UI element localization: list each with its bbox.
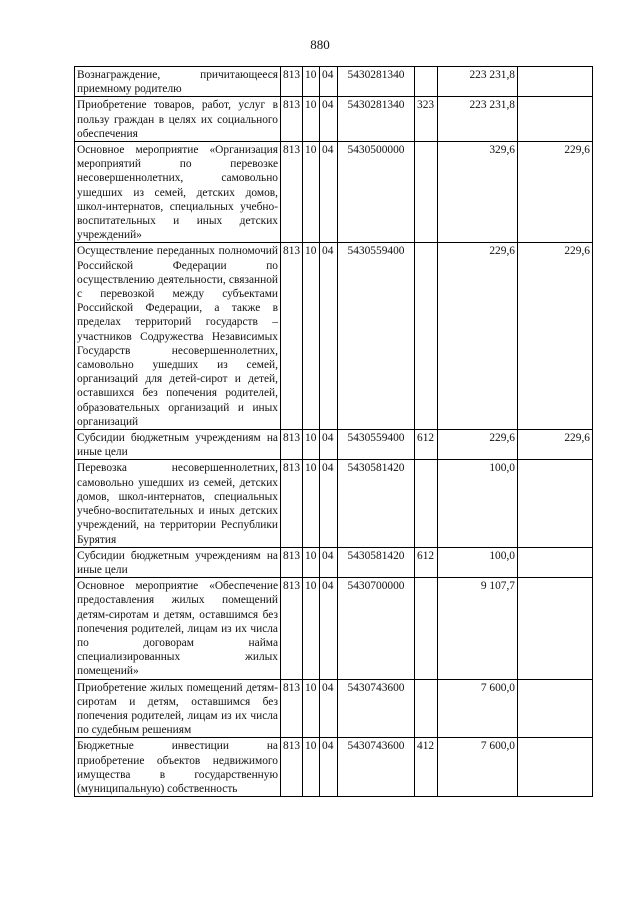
row-subsection: 04 (320, 142, 338, 243)
row-sum-2 (518, 547, 593, 577)
row-sum-2 (518, 578, 593, 679)
table-row (75, 67, 593, 97)
row-name: Основное мероприятие «Организация мероприятий по перевозке несовершеннолетних, самовольно ушедших из семей, детских домов, школ-интернатов, специальных учебно-воспитательных и иных детских учреждений» (75, 142, 281, 243)
row-name: Вознаграждение, причитающееся приемному родителю (75, 67, 281, 97)
row-target-article: 5430281340 (338, 67, 415, 97)
row-subsection: 04 (320, 67, 338, 97)
row-grbs: 813 (281, 430, 303, 460)
row-name: Бюджетные инвестиции на приобретение объектов недвижимого имущества в государственную (муниципальную) собственность (75, 738, 281, 797)
row-target-article: 5430581420 (338, 547, 415, 577)
row-section: 10 (303, 67, 320, 97)
row-sum-1: 223 231,8 (438, 67, 518, 97)
row-expense-type: 612 (415, 430, 438, 460)
row-sum-1: 223 231,8 (438, 97, 518, 142)
row-grbs: 813 (281, 547, 303, 577)
row-grbs: 813 (281, 97, 303, 142)
row-expense-type (415, 67, 438, 97)
row-subsection: 04 (320, 738, 338, 797)
row-sum-2 (518, 738, 593, 797)
row-target-article: 5430743600 (338, 738, 415, 797)
row-name: Перевозка несовершеннолетних, самовольно ушедших из семей, детских домов, школ-интернатов, специальных учебно-воспитательных и иных детских учреждений, на территории Республики Бурятия (75, 460, 281, 547)
row-grbs: 813 (281, 738, 303, 797)
row-sum-2: 229,6 (518, 430, 593, 460)
row-name: Приобретение товаров, работ, услуг в пользу граждан в целях их социального обеспечения (75, 97, 281, 142)
row-expense-type (415, 460, 438, 547)
row-section: 10 (303, 679, 320, 738)
row-sum-2 (518, 97, 593, 142)
row-sum-2 (518, 67, 593, 97)
row-expense-type: 612 (415, 547, 438, 577)
row-expense-type (415, 578, 438, 679)
row-sum-1: 329,6 (438, 142, 518, 243)
row-target-article: 5430743600 (338, 679, 415, 738)
row-sum-2 (518, 679, 593, 738)
table-row (75, 738, 593, 797)
row-target-article: 5430700000 (338, 578, 415, 679)
row-section: 10 (303, 430, 320, 460)
row-sum-1: 100,0 (438, 547, 518, 577)
row-section: 10 (303, 578, 320, 679)
row-section: 10 (303, 738, 320, 797)
row-sum-1: 229,6 (438, 430, 518, 460)
row-target-article: 5430500000 (338, 142, 415, 243)
row-grbs: 813 (281, 142, 303, 243)
row-subsection: 04 (320, 578, 338, 679)
row-expense-type: 412 (415, 738, 438, 797)
row-section: 10 (303, 97, 320, 142)
row-sum-2 (518, 460, 593, 547)
row-expense-type: 323 (415, 97, 438, 142)
row-name: Субсидии бюджетным учреждениям на иные цели (75, 547, 281, 577)
row-grbs: 813 (281, 679, 303, 738)
row-name: Приобретение жилых помещений детям-сиротам и детям, оставшимся без попечения родителей, лицам из их числа по судебным решениям (75, 679, 281, 738)
row-sum-1: 100,0 (438, 460, 518, 547)
row-subsection: 04 (320, 97, 338, 142)
row-section: 10 (303, 460, 320, 547)
row-subsection: 04 (320, 430, 338, 460)
row-sum-1: 7 600,0 (438, 738, 518, 797)
row-subsection: 04 (320, 547, 338, 577)
row-grbs: 813 (281, 67, 303, 97)
row-sum-2: 229,6 (518, 243, 593, 430)
row-sum-1: 7 600,0 (438, 679, 518, 738)
row-target-article: 5430559400 (338, 243, 415, 430)
row-expense-type (415, 142, 438, 243)
budget-table (74, 66, 593, 797)
row-sum-1: 9 107,7 (438, 578, 518, 679)
table-row (75, 243, 593, 430)
page-number: 880 (310, 37, 330, 52)
table-row (75, 679, 593, 738)
row-target-article: 5430581420 (338, 460, 415, 547)
table-row (75, 430, 593, 460)
row-section: 10 (303, 243, 320, 430)
row-grbs: 813 (281, 578, 303, 679)
row-grbs: 813 (281, 243, 303, 430)
row-sum-2: 229,6 (518, 142, 593, 243)
table-row (75, 460, 593, 547)
row-section: 10 (303, 547, 320, 577)
row-subsection: 04 (320, 243, 338, 430)
row-name: Основное мероприятие «Обеспечение предоставления жилых помещений детям-сиротам и детям, оставшимся без попечения родителей, лицам из их числа по договорам найма специализированных жилых помещений» (75, 578, 281, 679)
row-subsection: 04 (320, 460, 338, 547)
row-expense-type (415, 243, 438, 430)
row-subsection: 04 (320, 679, 338, 738)
table-row (75, 547, 593, 577)
row-expense-type (415, 679, 438, 738)
table-row (75, 578, 593, 679)
row-grbs: 813 (281, 460, 303, 547)
table-row (75, 97, 593, 142)
table-row (75, 142, 593, 243)
row-target-article: 5430281340 (338, 97, 415, 142)
row-name: Осуществление переданных полномочий Российской Федерации по осуществлению деятельности, связанной с перевозкой между субъектами Российской Федерации, а также в пределах территорий государств – участников Содружества Независимых Государств несовершеннолетних, самовольно ушедших из семей, организаций для детей-сирот и детей, оставшихся без попечения родителей, образовательных организаций и иных организаций (75, 243, 281, 430)
row-section: 10 (303, 142, 320, 243)
row-sum-1: 229,6 (438, 243, 518, 430)
row-name: Субсидии бюджетным учреждениям на иные цели (75, 430, 281, 460)
row-target-article: 5430559400 (338, 430, 415, 460)
